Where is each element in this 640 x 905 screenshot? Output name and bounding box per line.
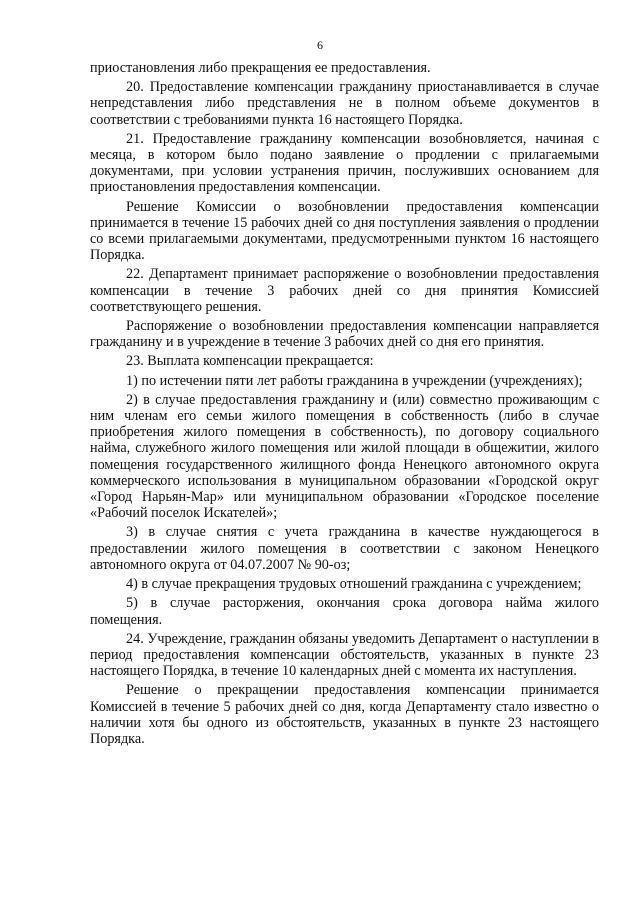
- paragraph-item-22: 22. Департамент принимает распоряжение о возобновлении предоставления компенсации в течение 3 рабочих дней со дня принятия Комиссией соответствующего решения.: [90, 266, 599, 315]
- paragraph-item-24: 24. Учреждение, гражданин обязаны уведомить Департамент о наступлении в период предоставления компенсации обстоятельств, указанных в пункте 23 настоящего Порядка, в течение 10 календарных дней с момента их наступления.: [90, 630, 599, 680]
- paragraph-order-sent: Распоряжение о возобновлении предоставления компенсации направляется гражданину и в учреждение в течение 3 рабочих дней со дня его принятия.: [90, 318, 599, 351]
- paragraph-item-23-2: 2) в случае предоставления гражданину и (или) совместно проживающим с ним членам его семьи жилого помещения в собственность (либо в случае приобретения жилого помещения в собственность), по договору социального найма, служебного жилого помещения или жилой площади в общежитии, жилого помещения государственного жилищного фонда Ненецкого автономного округа коммерческого использования в муниципальном образовании «Городской округ «Город Нарьян-Мар» или муниципальном образовании «Городское поселение «Рабочий поселок Искателей»;: [90, 391, 599, 522]
- paragraph-termination-decision: Решение о прекращении предоставления компенсации принимается Комиссией в течение 5 рабочих дней со дня, когда Департаменту стало известно о наличии хотя бы одного из обстоятельств, указанных в пункте 23 настоящего Порядка.: [90, 682, 599, 747]
- page-number: 6: [317, 38, 323, 52]
- paragraph-item-23-4: 4) в случае прекращения трудовых отношений гражданина с учреждением;: [126, 576, 582, 593]
- paragraph-item-21: 21. Предоставление гражданину компенсации возобновляется, начиная с месяца, в котором было подано заявление о продлении с прилагаемыми документами, при условии устранения причин, послуживших основанием для приостановления предоставления компенсации.: [90, 130, 599, 196]
- paragraph-item-23-3: 3) в случае снятия с учета гражданина в качестве нуждающегося в предоставлении жилого помещения в соответствии с законом Ненецкого автономного округа от 04.07.2007 № 90-оз;: [90, 524, 599, 573]
- paragraph-continuation: приостановления либо прекращения ее предоставления.: [90, 60, 431, 76]
- paragraph-item-20: 20. Предоставление компенсации гражданину приостанавливается в случае непредставления либо представления не в полном объеме документов в соответствии с требованиями пункта 16 настоящего Порядка.: [90, 79, 599, 128]
- document-body: [90, 60, 599, 750]
- paragraph-item-23-5: 5) в случае расторжения, окончания срока договора найма жилого помещения.: [90, 595, 599, 628]
- paragraph-item-23-1: 1) по истечении пяти лет работы гражданина в учреждении (учреждениях);: [126, 372, 583, 389]
- paragraph-item-23: 23. Выплата компенсации прекращается:: [126, 353, 374, 370]
- paragraph-commission-resume-decision: Решение Комиссии о возобновлении предоставления компенсации принимается в течение 15 рабочих дней со дня поступления заявления о продлении со всеми прилагаемыми документами, предусмотренными пунктом 16 настоящего Порядка.: [90, 198, 599, 264]
